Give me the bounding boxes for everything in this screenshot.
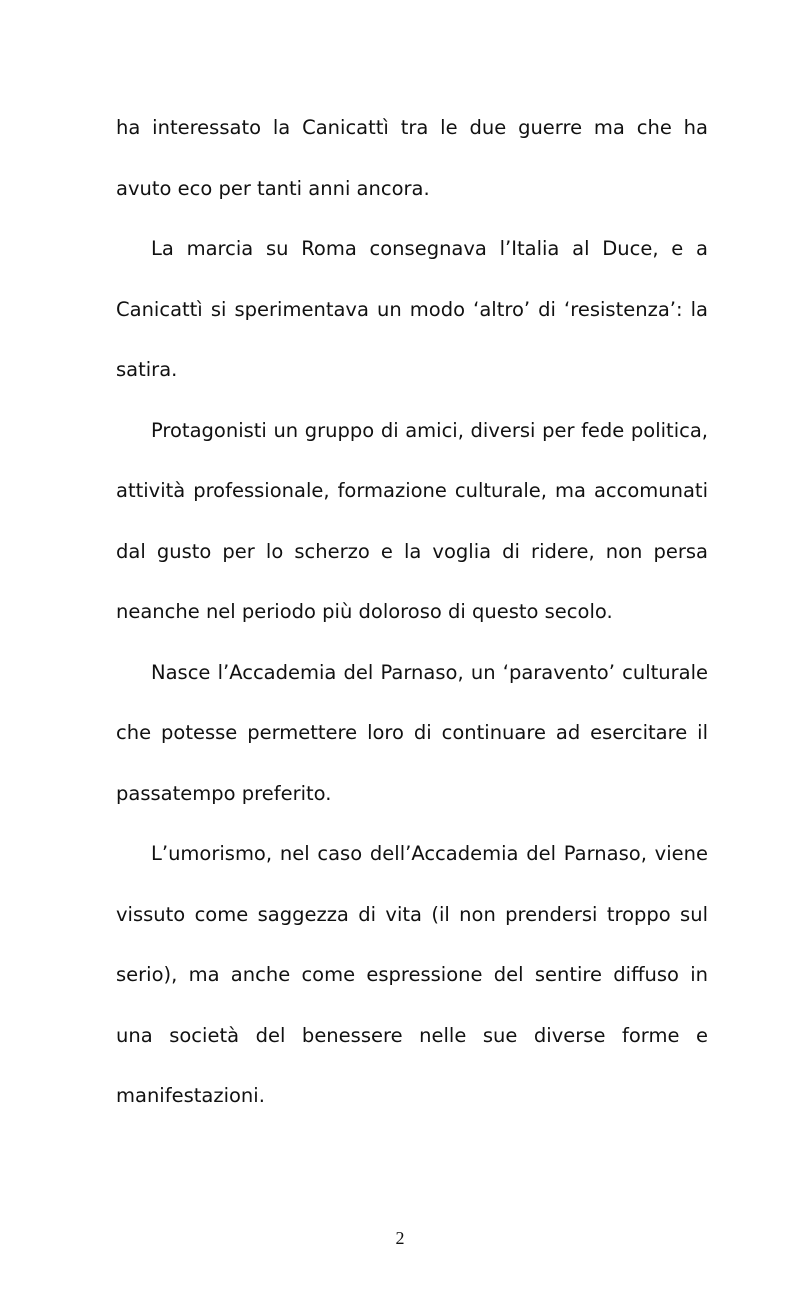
paragraph-umorismo: L’umorismo, nel caso dell’Accademia del Parnaso, viene vissuto come saggezza di vita (il non prendersi troppo sul serio), ma anche come espressione del sentire diffuso in una società del benessere nelle sue diverse forme e manifestazioni. xyxy=(116,842,708,1107)
page-number: 2 xyxy=(395,1228,405,1248)
body-text xyxy=(116,98,708,1127)
paragraph-march-on-rome: La marcia su Roma consegnava l’Italia al Duce, e a Canicattì si sperimentava un modo ‘altro’ di ‘resistenza’: la satira. xyxy=(116,237,708,381)
paragraph-protagonists: Protagonisti un gruppo di amici, diversi per fede politica, attività professionale, formazione culturale, ma accomunati dal gusto per lo scherzo e la voglia di ridere, non persa neanche nel periodo più doloroso di questo secolo. xyxy=(116,418,708,623)
paragraph-continuation: ha interessato la Canicattì tra le due guerre ma che ha avuto eco per tanti anni ancora. xyxy=(116,116,708,200)
paragraph-accademia: Nasce l’Accademia del Parnaso, un ‘paravento’ culturale che potesse permettere loro di continuare ad esercitare il passatempo preferito. xyxy=(116,660,708,805)
